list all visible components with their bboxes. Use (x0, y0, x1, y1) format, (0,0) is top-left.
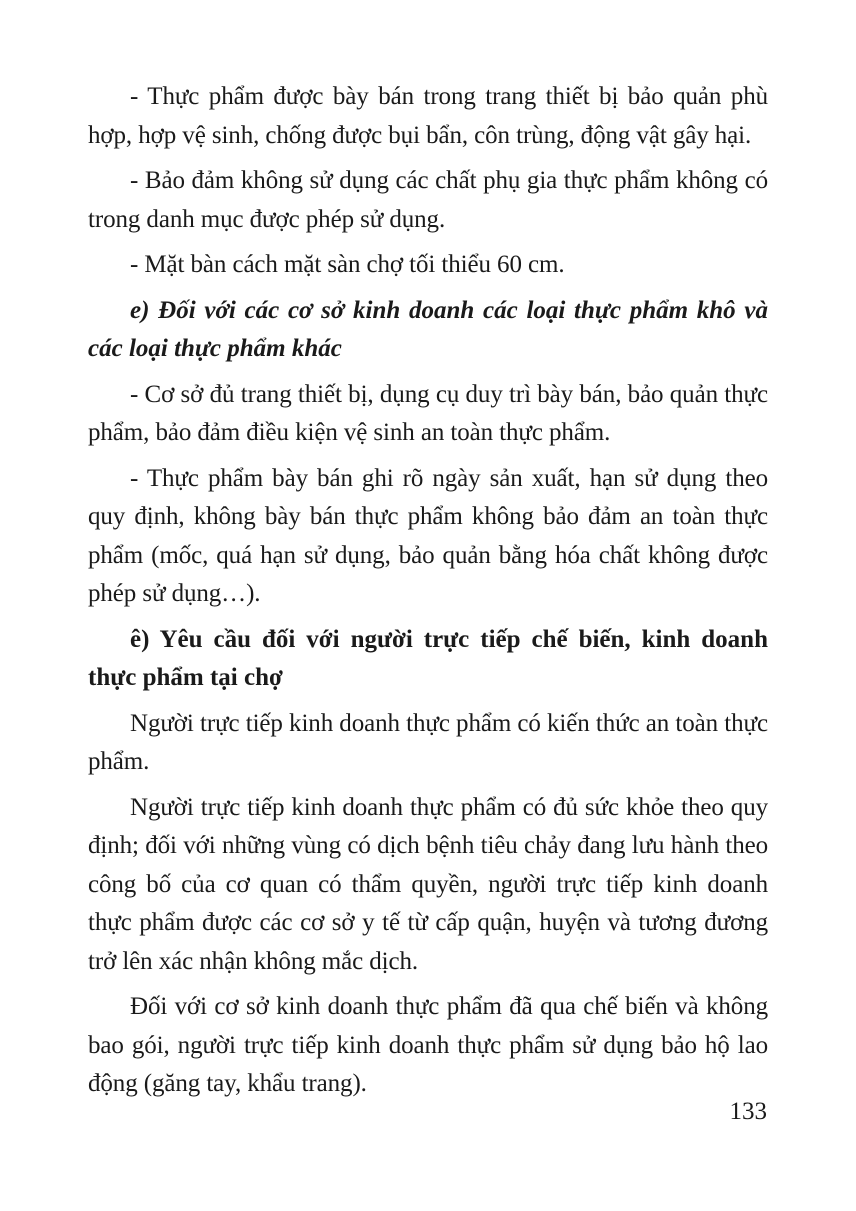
paragraph-table-height: - Mặt bàn cách mặt sàn chợ tối thiểu 60 cm. (130, 251, 565, 278)
section-heading-workers: ê) Yêu cầu đối với người trực tiếp chế biến, kinh doanh thực phẩm tại chợ (88, 625, 768, 691)
paragraph-food-additives: - Bảo đảm không sử dụng các chất phụ gia thực phẩm không có trong danh mục được phép sử dụng. (88, 167, 768, 233)
paragraph-facility-equipment: - Cơ sở đủ trang thiết bị, dụng cụ duy trì bày bán, bảo quản thực phẩm, bảo đảm điều kiện vệ sinh an toàn thực phẩm. (88, 380, 768, 446)
page-number: 133 (729, 1098, 767, 1125)
paragraph-display-equipment: - Thực phẩm được bày bán trong trang thiết bị bảo quản phù hợp, hợp vệ sinh, chống được bụi bẩn, côn trùng, động vật gây hại. (88, 83, 768, 149)
page-body (88, 78, 768, 1111)
paragraph-worker-health: Người trực tiếp kinh doanh thực phẩm có đủ sức khỏe theo quy định; đối với những vùng có dịch bệnh tiêu chảy đang lưu hành theo công bố của cơ quan có thẩm quyền, người trực tiếp kinh doanh thực phẩm được các cơ sở y tế từ cấp quận, huyện và tương đương trở lên xác nhận không mắc dịch. (88, 793, 768, 975)
paragraph-worker-knowledge: Người trực tiếp kinh doanh thực phẩm có kiến thức an toàn thực phẩm. (88, 709, 768, 775)
section-heading-dry-food: e) Đối với các cơ sở kinh doanh các loại thực phẩm khô và các loại thực phẩm khác (88, 296, 768, 362)
paragraph-labeling: - Thực phẩm bày bán ghi rõ ngày sản xuất, hạn sử dụng theo quy định, không bày bán thực phẩm không bảo đảm an toàn thực phẩm (mốc, quá hạn sử dụng, bảo quản bằng hóa chất không được phép sử dụng…). (88, 464, 768, 607)
paragraph-protective-gear: Đối với cơ sở kinh doanh thực phẩm đã qua chế biến và không bao gói, người trực tiếp kinh doanh thực phẩm sử dụng bảo hộ lao động (găng tay, khẩu trang). (88, 993, 768, 1097)
